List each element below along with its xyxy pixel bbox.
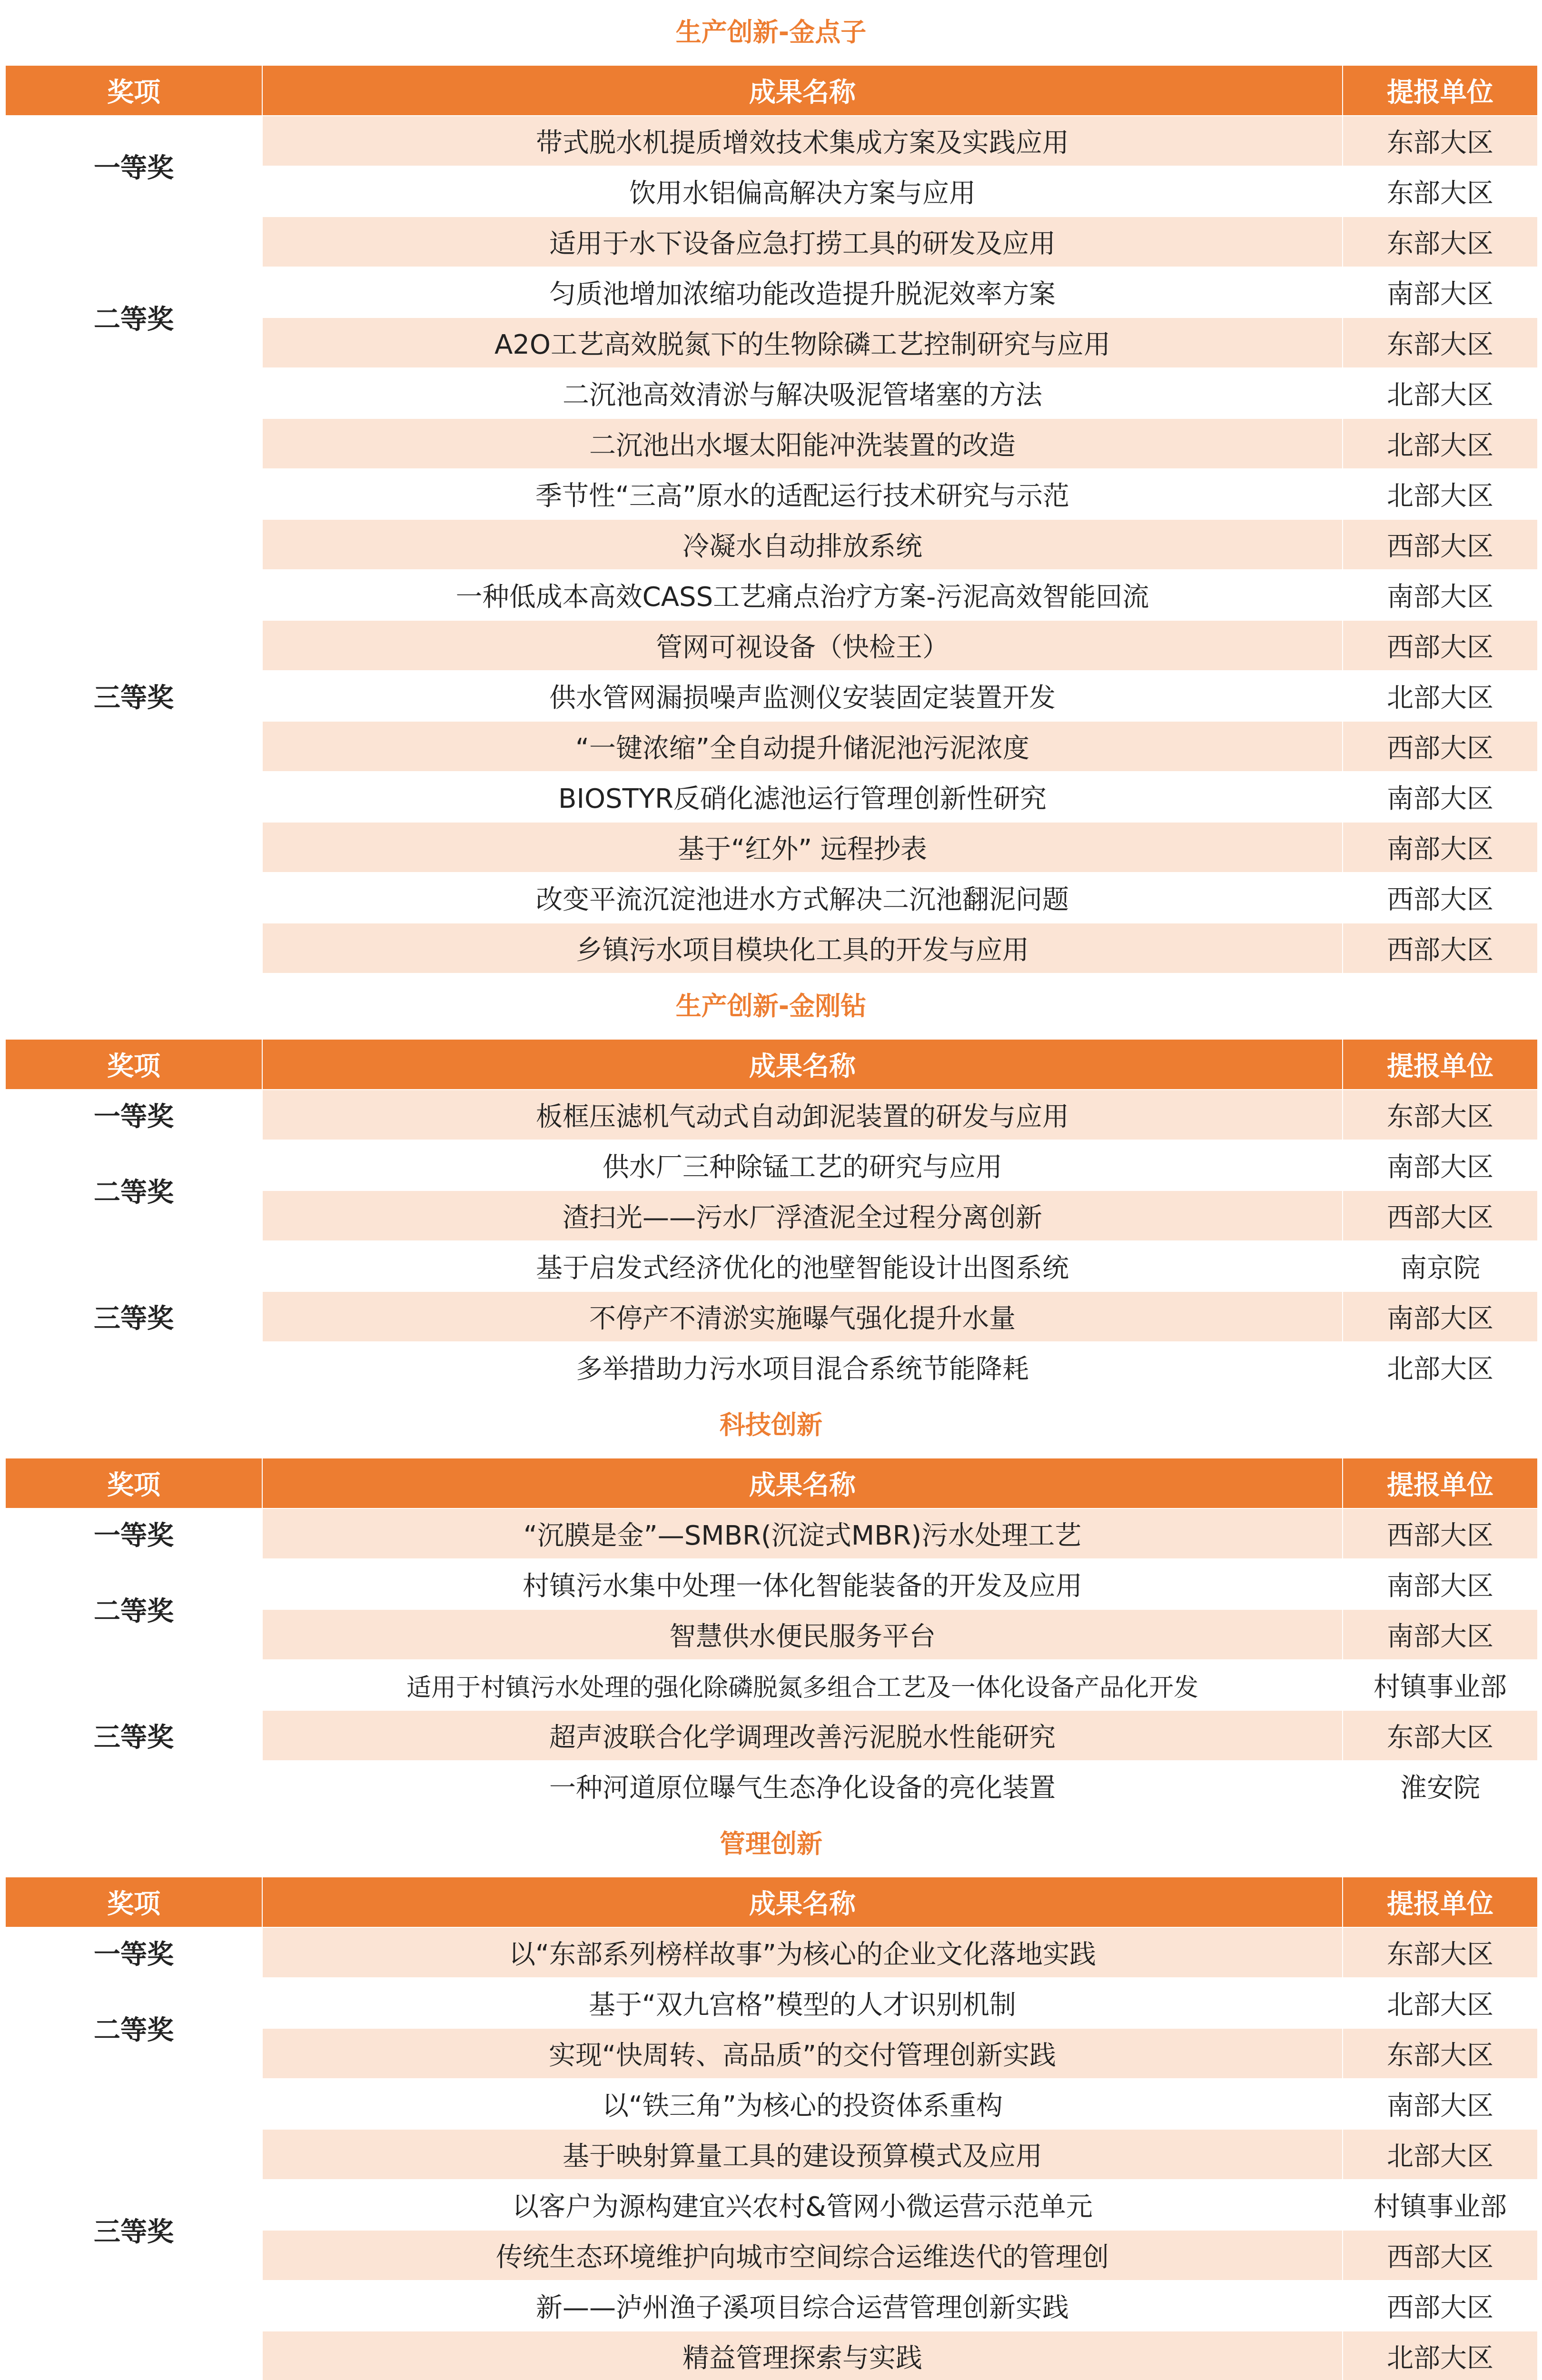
achievement-name: 以“铁三角”为核心的投资体系重构 <box>262 2079 1343 2129</box>
achievement-name: 匀质池增加浓缩功能改造提升脱泥效率方案 <box>262 267 1343 317</box>
prize-cell: 二等奖 <box>5 1140 262 1241</box>
achievement-name: 适用于村镇污水处理的强化除磷脱氮多组合工艺及一体化设备产品化开发 <box>262 1660 1343 1710</box>
table-row <box>5 418 1538 469</box>
achievement-name: 供水厂三种除锰工艺的研究与应用 <box>262 1140 1343 1190</box>
achievement-name: 多举措助力污水项目混合系统节能降耗 <box>262 1342 1343 1392</box>
achievement-name: 新——泸州渔子溪项目综合运营管理创新实践 <box>262 2281 1343 2331</box>
achievement-name: 实现“快周转、高品质”的交付管理创新实践 <box>262 2028 1343 2079</box>
prize-cell: 三等奖 <box>5 1241 262 1392</box>
achievement-name: 智慧供水便民服务平台 <box>262 1609 1343 1660</box>
achievement-name: 二沉池出水堰太阳能冲洗装置的改造 <box>262 418 1343 469</box>
submitting-unit: 南京院 <box>1343 1241 1538 1291</box>
achievement-name: 基于映射算量工具的建设预算模式及应用 <box>262 2129 1343 2180</box>
submitting-unit: 淮安院 <box>1343 1761 1538 1811</box>
submitting-unit: 南部大区 <box>1343 1291 1538 1342</box>
section-title: 生产创新-金点子 <box>675 17 867 47</box>
table-header-row <box>5 1458 1538 1508</box>
prize-cell: 三等奖 <box>5 1660 262 1811</box>
achievement-name: 以客户为源构建宜兴农村&管网小微运营示范单元 <box>262 2180 1343 2230</box>
achievement-name: 超声波联合化学调理改善污泥脱水性能研究 <box>262 1710 1343 1761</box>
header-name: 成果名称 <box>262 1877 1343 1927</box>
achievement-name: 一种低成本高效CASS工艺痛点治疗方案-污泥高效智能回流 <box>262 570 1343 620</box>
submitting-unit: 南部大区 <box>1343 267 1538 317</box>
submitting-unit: 东部大区 <box>1343 2028 1538 2079</box>
achievement-name: 冷凝水自动排放系统 <box>262 519 1343 570</box>
achievement-name: 传统生态环境维护向城市空间综合运维迭代的管理创 <box>262 2230 1343 2281</box>
submitting-unit: 北部大区 <box>1343 2129 1538 2180</box>
achievement-name: 渣扫光——污水厂浮渣泥全过程分离创新 <box>262 1190 1343 1241</box>
submitting-unit: 北部大区 <box>1343 418 1538 469</box>
submitting-unit: 村镇事业部 <box>1343 1660 1538 1710</box>
table-header-row <box>5 1877 1538 1927</box>
award-table <box>5 1039 1538 1393</box>
achievement-name: 带式脱水机提质增效技术集成方案及实践应用 <box>262 116 1343 166</box>
achievement-name: 二沉池高效清淤与解决吸泥管堵塞的方法 <box>262 368 1343 418</box>
header-prize: 奖项 <box>5 1877 262 1927</box>
table-row <box>5 1090 1538 1140</box>
submitting-unit: 北部大区 <box>1343 2331 1538 2380</box>
header-prize: 奖项 <box>5 1039 262 1090</box>
submitting-unit: 西部大区 <box>1343 1508 1538 1559</box>
submitting-unit: 东部大区 <box>1343 1927 1538 1978</box>
achievement-name: 以“东部系列榜样故事”为核心的企业文化落地实践 <box>262 1927 1343 1978</box>
prize-cell: 一等奖 <box>5 1090 262 1140</box>
table-row <box>5 1508 1538 1559</box>
table-row <box>5 1241 1538 1291</box>
section-title: 生产创新-金刚钻 <box>675 991 867 1021</box>
achievement-name: 板框压滤机气动式自动卸泥装置的研发与应用 <box>262 1090 1343 1140</box>
table-header-row <box>5 65 1538 116</box>
achievement-name: 改变平流沉淀池进水方式解决二沉池翻泥问题 <box>262 873 1343 923</box>
header-unit: 提报单位 <box>1343 1039 1538 1090</box>
prize-cell: 二等奖 <box>5 1559 262 1660</box>
submitting-unit: 南部大区 <box>1343 2079 1538 2129</box>
prize-cell: 一等奖 <box>5 1927 262 1978</box>
submitting-unit: 东部大区 <box>1343 317 1538 368</box>
submitting-unit: 南部大区 <box>1343 772 1538 822</box>
achievement-name: 乡镇污水项目模块化工具的开发与应用 <box>262 923 1343 973</box>
prize-cell: 二等奖 <box>5 1978 262 2079</box>
achievement-name: 供水管网漏损噪声监测仪安装固定装置开发 <box>262 671 1343 721</box>
submitting-unit: 西部大区 <box>1343 2230 1538 2281</box>
submitting-unit: 村镇事业部 <box>1343 2180 1538 2230</box>
table-row <box>5 1978 1538 2028</box>
section-title: 管理创新 <box>720 1829 822 1859</box>
prize-cell: 三等奖 <box>5 2079 262 2380</box>
prize-cell: 一等奖 <box>5 116 262 217</box>
achievement-name: BIOSTYR反硝化滤池运行管理创新性研究 <box>262 772 1343 822</box>
submitting-unit: 北部大区 <box>1343 671 1538 721</box>
achievement-name: A2O工艺高效脱氮下的生物除磷工艺控制研究与应用 <box>262 317 1343 368</box>
table-header-row <box>5 1039 1538 1090</box>
submitting-unit: 西部大区 <box>1343 620 1538 671</box>
achievement-name: “沉膜是金”—SMBR(沉淀式MBR)污水处理工艺 <box>262 1508 1343 1559</box>
achievement-name: 一种河道原位曝气生态净化设备的亮化装置 <box>262 1761 1343 1811</box>
achievement-name: 基于启发式经济优化的池壁智能设计出图系统 <box>262 1241 1343 1291</box>
submitting-unit: 东部大区 <box>1343 1090 1538 1140</box>
submitting-unit: 西部大区 <box>1343 923 1538 973</box>
prize-cell: 二等奖 <box>5 217 262 418</box>
achievement-name: “一键浓缩”全自动提升储泥池污泥浓度 <box>262 721 1343 772</box>
prize-cell: 一等奖 <box>5 1508 262 1559</box>
achievement-name: 基于“双九宫格”模型的人才识别机制 <box>262 1978 1343 2028</box>
submitting-unit: 东部大区 <box>1343 217 1538 267</box>
header-name: 成果名称 <box>262 1458 1343 1508</box>
table-row <box>5 1660 1538 1710</box>
award-table <box>5 65 1538 974</box>
submitting-unit: 西部大区 <box>1343 1190 1538 1241</box>
submitting-unit: 南部大区 <box>1343 822 1538 873</box>
achievement-name: 季节性“三高”原水的适配运行技术研究与示范 <box>262 469 1343 519</box>
submitting-unit: 东部大区 <box>1343 1710 1538 1761</box>
header-unit: 提报单位 <box>1343 1458 1538 1508</box>
table-row <box>5 217 1538 267</box>
header-name: 成果名称 <box>262 1039 1343 1090</box>
table-row <box>5 1559 1538 1609</box>
award-table <box>5 1876 1538 2380</box>
submitting-unit: 东部大区 <box>1343 166 1538 217</box>
achievement-name: 不停产不清淤实施曝气强化提升水量 <box>262 1291 1343 1342</box>
submitting-unit: 西部大区 <box>1343 519 1538 570</box>
table-row <box>5 1140 1538 1190</box>
achievement-name: 饮用水铝偏高解决方案与应用 <box>262 166 1343 217</box>
submitting-unit: 西部大区 <box>1343 2281 1538 2331</box>
header-unit: 提报单位 <box>1343 1877 1538 1927</box>
table-row <box>5 2079 1538 2129</box>
submitting-unit: 东部大区 <box>1343 116 1538 166</box>
submitting-unit: 南部大区 <box>1343 1609 1538 1660</box>
submitting-unit: 北部大区 <box>1343 1978 1538 2028</box>
header-prize: 奖项 <box>5 1458 262 1508</box>
header-name: 成果名称 <box>262 65 1343 116</box>
submitting-unit: 北部大区 <box>1343 1342 1538 1392</box>
award-table <box>5 1458 1538 1812</box>
achievement-name: 基于“红外” 远程抄表 <box>262 822 1343 873</box>
submitting-unit: 南部大区 <box>1343 570 1538 620</box>
submitting-unit: 西部大区 <box>1343 721 1538 772</box>
achievement-name: 管网可视设备（快检王） <box>262 620 1343 671</box>
header-prize: 奖项 <box>5 65 262 116</box>
achievement-name: 适用于水下设备应急打捞工具的研发及应用 <box>262 217 1343 267</box>
submitting-unit: 北部大区 <box>1343 368 1538 418</box>
submitting-unit: 南部大区 <box>1343 1140 1538 1190</box>
achievement-name: 精益管理探索与实践 <box>262 2331 1343 2380</box>
submitting-unit: 北部大区 <box>1343 469 1538 519</box>
achievement-name: 村镇污水集中处理一体化智能装备的开发及应用 <box>262 1559 1343 1609</box>
submitting-unit: 南部大区 <box>1343 1559 1538 1609</box>
section-title: 科技创新 <box>720 1410 822 1440</box>
table-row <box>5 116 1538 166</box>
prize-cell: 三等奖 <box>5 418 262 973</box>
header-unit: 提报单位 <box>1343 65 1538 116</box>
table-row <box>5 1927 1538 1978</box>
submitting-unit: 西部大区 <box>1343 873 1538 923</box>
